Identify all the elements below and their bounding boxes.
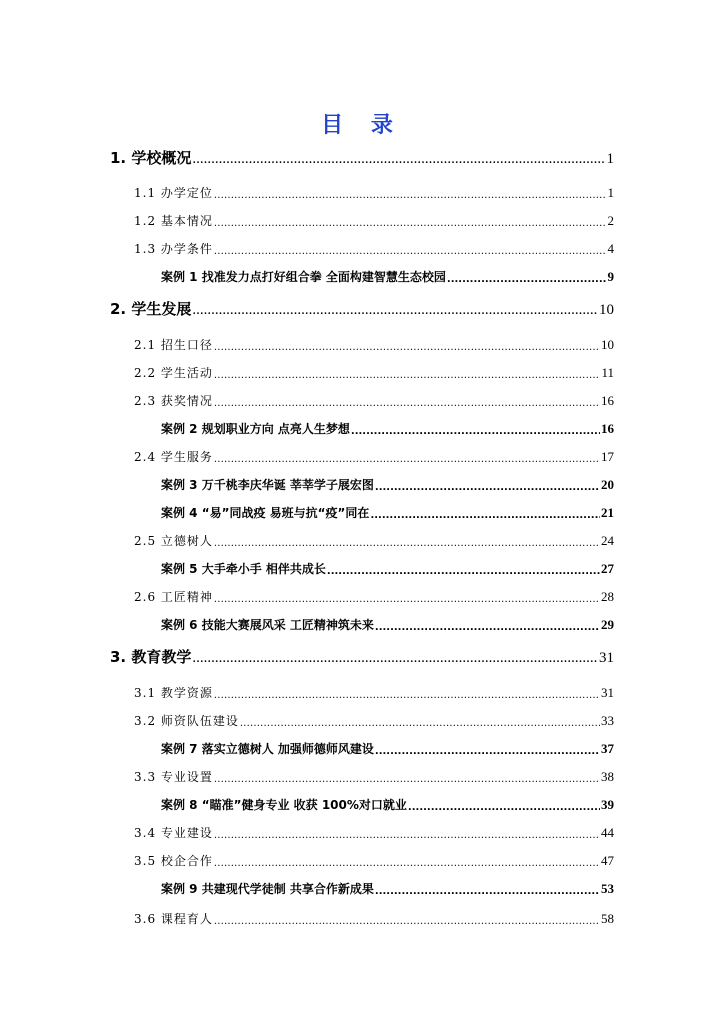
toc-dot-leader	[214, 398, 600, 409]
toc-page-number: 28	[601, 589, 614, 604]
toc-case-entry[interactable]	[161, 613, 614, 633]
toc-entry-title: 案例 7 落实立德树人 加强师德师风建设	[161, 742, 374, 756]
toc-section-entry[interactable]	[134, 709, 614, 729]
toc-page-number: 24	[601, 533, 614, 548]
toc-dot-leader	[214, 594, 600, 605]
toc-dot-leader	[447, 274, 607, 285]
toc-entry-title: 3.6 课程育人	[134, 912, 213, 926]
toc-entry-title: 案例 5 大手牵小手 相伴共成长	[161, 562, 326, 576]
toc-page-number: 1	[606, 151, 614, 167]
toc-section-entry[interactable]	[134, 389, 614, 409]
toc-page-number: 44	[601, 825, 614, 840]
toc-entry-title: 案例 3 万千桃李庆华诞 莘莘学子展宏图	[161, 478, 374, 492]
toc-dot-leader	[214, 454, 600, 465]
toc-dot-leader	[375, 746, 600, 757]
toc-dot-leader	[375, 482, 600, 493]
toc-entry-title: 2.6 工匠精神	[134, 590, 213, 604]
toc-dot-leader	[192, 151, 605, 168]
toc-page-number: 47	[601, 853, 614, 868]
toc-section-entry[interactable]	[134, 209, 614, 229]
toc-page-number: 37	[601, 741, 614, 756]
toc-case-entry[interactable]	[161, 473, 614, 493]
toc-entry-title: 案例 9 共建现代学徒制 共享合作新成果	[161, 882, 374, 896]
toc-entry-title: 3.5 校企合作	[134, 854, 213, 868]
toc-entry-title: 1.3 办学条件	[134, 242, 213, 256]
toc-case-entry[interactable]	[161, 793, 614, 813]
toc-dot-leader	[375, 622, 600, 633]
toc-page-number: 1	[607, 185, 614, 200]
toc-page-number: 10	[599, 302, 614, 318]
toc-dot-leader	[214, 538, 600, 549]
toc-dot-leader	[375, 886, 600, 897]
toc-section-entry[interactable]	[134, 907, 614, 927]
toc-page-number: 16	[601, 421, 614, 436]
toc-chapter-entry[interactable]	[110, 647, 614, 667]
toc-case-entry[interactable]	[161, 877, 614, 897]
toc-page-number: 10	[601, 337, 614, 352]
toc-entry-title: 2.4 学生服务	[134, 450, 213, 464]
toc-chapter-entry[interactable]	[110, 148, 614, 168]
toc-entry-title: 1. 学校概况	[110, 149, 192, 167]
toc-page-number: 39	[601, 797, 614, 812]
toc-page-number: 17	[601, 449, 614, 464]
toc-case-entry[interactable]	[161, 417, 614, 437]
toc-page-number: 20	[601, 477, 614, 492]
toc-dot-leader	[370, 510, 600, 521]
table-of-contents	[0, 144, 724, 944]
toc-entry-title: 2.3 获奖情况	[134, 394, 213, 408]
toc-page-number: 33	[601, 713, 614, 728]
toc-dot-leader	[214, 342, 600, 353]
toc-section-entry[interactable]	[134, 849, 614, 869]
toc-page-number: 4	[607, 241, 614, 256]
toc-dot-leader	[214, 916, 600, 927]
toc-entry-title: 案例 1 找准发力点打好组合拳 全面构建智慧生态校园	[161, 270, 446, 284]
toc-section-entry[interactable]	[134, 821, 614, 841]
toc-entry-title: 1.1 办学定位	[134, 186, 213, 200]
toc-chapter-entry[interactable]	[110, 299, 614, 319]
toc-dot-leader	[214, 246, 607, 257]
toc-section-entry[interactable]	[134, 445, 614, 465]
toc-dot-leader	[327, 566, 600, 577]
toc-entry-title: 2.1 招生口径	[134, 338, 213, 352]
toc-dot-leader	[408, 802, 600, 813]
toc-section-entry[interactable]	[134, 529, 614, 549]
toc-entry-title: 3.1 教学资源	[134, 686, 213, 700]
toc-section-entry[interactable]	[134, 585, 614, 605]
toc-page-number: 31	[599, 650, 614, 666]
toc-page-number: 11	[601, 365, 614, 380]
page-title: 目 录	[321, 113, 403, 138]
toc-case-entry[interactable]	[161, 265, 614, 285]
toc-entry-title: 2. 学生发展	[110, 300, 192, 318]
toc-dot-leader	[214, 190, 607, 201]
toc-dot-leader	[214, 370, 601, 381]
toc-section-entry[interactable]	[134, 333, 614, 353]
toc-dot-leader	[214, 218, 607, 229]
toc-page-number: 27	[601, 561, 614, 576]
toc-dot-leader	[192, 302, 598, 319]
toc-dot-leader	[214, 858, 600, 869]
toc-entry-title: 3. 教育教学	[110, 648, 192, 666]
toc-page-number: 21	[601, 505, 614, 520]
toc-section-entry[interactable]	[134, 681, 614, 701]
toc-case-entry[interactable]	[161, 501, 614, 521]
toc-entry-title: 案例 8 “瞄准”健身专业 收获 100%对口就业	[161, 798, 407, 812]
toc-entry-title: 案例 2 规划职业方向 点亮人生梦想	[161, 422, 350, 436]
toc-page-number: 29	[601, 617, 614, 632]
toc-section-entry[interactable]	[134, 765, 614, 785]
toc-page-number: 16	[601, 393, 614, 408]
toc-page-number: 2	[607, 213, 614, 228]
toc-dot-leader	[214, 830, 600, 841]
toc-section-entry[interactable]	[134, 361, 614, 381]
toc-dot-leader	[351, 426, 600, 437]
toc-entry-title: 2.2 学生活动	[134, 366, 213, 380]
toc-entry-title: 1.2 基本情况	[134, 214, 213, 228]
toc-case-entry[interactable]	[161, 737, 614, 757]
toc-dot-leader	[214, 690, 600, 701]
toc-dot-leader	[214, 774, 600, 785]
toc-page-number: 31	[601, 685, 614, 700]
toc-entry-title: 3.3 专业设置	[134, 770, 213, 784]
toc-entry-title: 3.2 师资队伍建设	[134, 714, 239, 728]
toc-entry-title: 案例 6 技能大赛展风采 工匠精神筑未来	[161, 618, 374, 632]
toc-section-entry[interactable]	[134, 181, 614, 201]
toc-page-number: 53	[601, 881, 614, 896]
toc-case-entry[interactable]	[161, 557, 614, 577]
toc-entry-title: 3.4 专业建设	[134, 826, 213, 840]
toc-dot-leader	[240, 718, 600, 729]
toc-page-number: 9	[607, 269, 614, 284]
toc-entry-title: 案例 4 “易”同战疫 易班与抗“疫”同在	[161, 506, 370, 520]
toc-entry-title: 2.5 立德树人	[134, 534, 213, 548]
toc-page-number: 38	[601, 769, 614, 784]
toc-dot-leader	[192, 650, 598, 667]
toc-section-entry[interactable]	[134, 237, 614, 257]
toc-page-number: 58	[601, 911, 614, 926]
